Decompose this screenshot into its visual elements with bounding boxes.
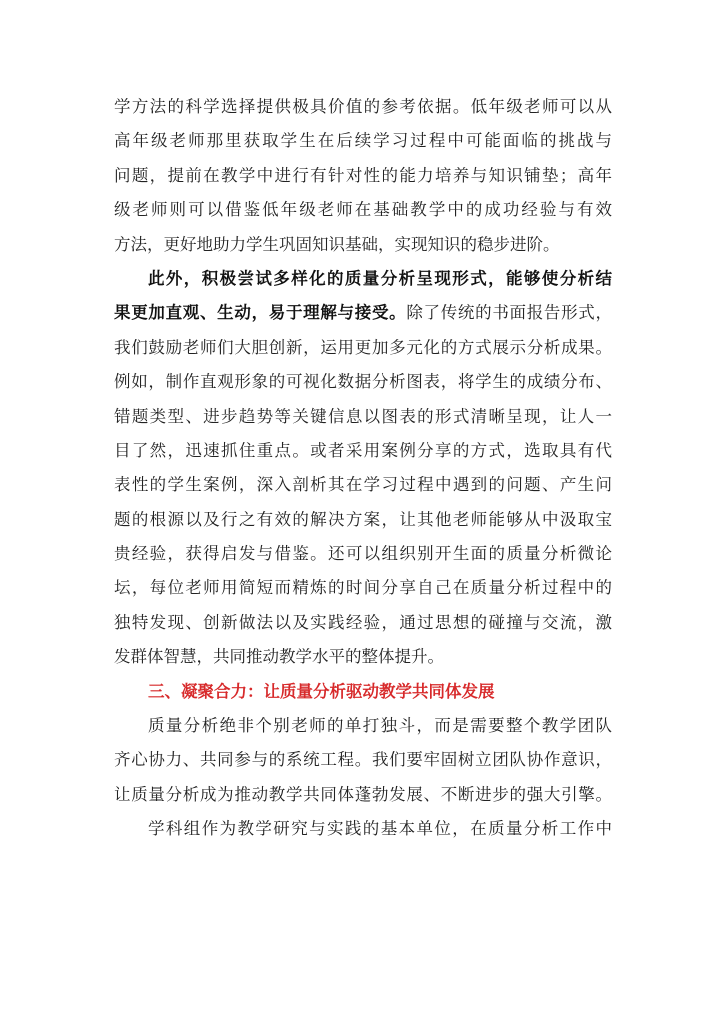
bold-lead-line: 此外，积极尝试多样化的质量分析呈现形式，能够使分析结: [148, 268, 612, 288]
text-line: 错题类型、进步趋势等关键信息以图表的形式清晰呈现，让人一: [114, 406, 612, 426]
text-line: 例如，制作直观形象的可视化数据分析图表，将学生的成绩分布、: [114, 372, 612, 392]
text-line: 问题，提前在教学中进行有针对性的能力培养与知识铺垫；高年: [114, 165, 612, 185]
section-heading: 三、凝聚合力：让质量分析驱动教学共同体发展: [148, 681, 495, 701]
text-line: 学科组作为教学研究与实践的基本单位，在质量分析工作中: [148, 819, 612, 839]
text-line: 齐心协力、共同参与的系统工程。我们要牢固树立团队协作意识，: [114, 750, 612, 770]
paragraph-text: 除了传统的书面报告形式，: [406, 303, 613, 323]
text-line: 表性的学生案例，深入剖析其在学习过程中遇到的问题、产生问: [114, 475, 612, 495]
text-line: 我们鼓励老师们大胆创新，运用更加多元化的方式展示分析成果。: [114, 337, 612, 357]
text-line: 贵经验，获得启发与借鉴。还可以组织别开生面的质量分析微论: [114, 544, 612, 564]
bold-lead-text: 果更加直观、生动，易于理解与接受。: [114, 303, 407, 323]
text-line: 发群体智慧，共同推动教学水平的整体提升。: [114, 647, 444, 667]
text-line: 级老师则可以借鉴低年级老师在基础教学中的成功经验与有效: [114, 200, 612, 220]
text-line: 目了然，迅速抓住重点。或者采用案例分享的方式，选取具有代: [114, 440, 612, 460]
text-line: 坛，每位老师用简短而精炼的时间分享自己在质量分析过程中的: [114, 578, 612, 598]
text-line: 质量分析绝非个别老师的单打独斗，而是需要整个教学团队: [148, 716, 612, 736]
text-line: 方法，更好地助力学生巩固知识基础，实现知识的稳步进阶。: [114, 234, 560, 254]
text-line: 高年级老师那里获取学生在后续学习过程中可能面临的挑战与: [114, 131, 612, 151]
mixed-line: [114, 296, 612, 330]
text-line: 题的根源以及行之有效的解决方案，让其他老师能够从中汲取宝: [114, 509, 612, 529]
text-line: 独特发现、创新做法以及实践经验，通过思想的碰撞与交流，激: [114, 612, 612, 632]
text-line: 让质量分析成为推动教学共同体蓬勃发展、不断进步的强大引擎。: [114, 784, 612, 804]
body-text: [114, 90, 612, 847]
text-line: 学方法的科学选择提供极具价值的参考依据。低年级老师可以从: [114, 97, 612, 116]
